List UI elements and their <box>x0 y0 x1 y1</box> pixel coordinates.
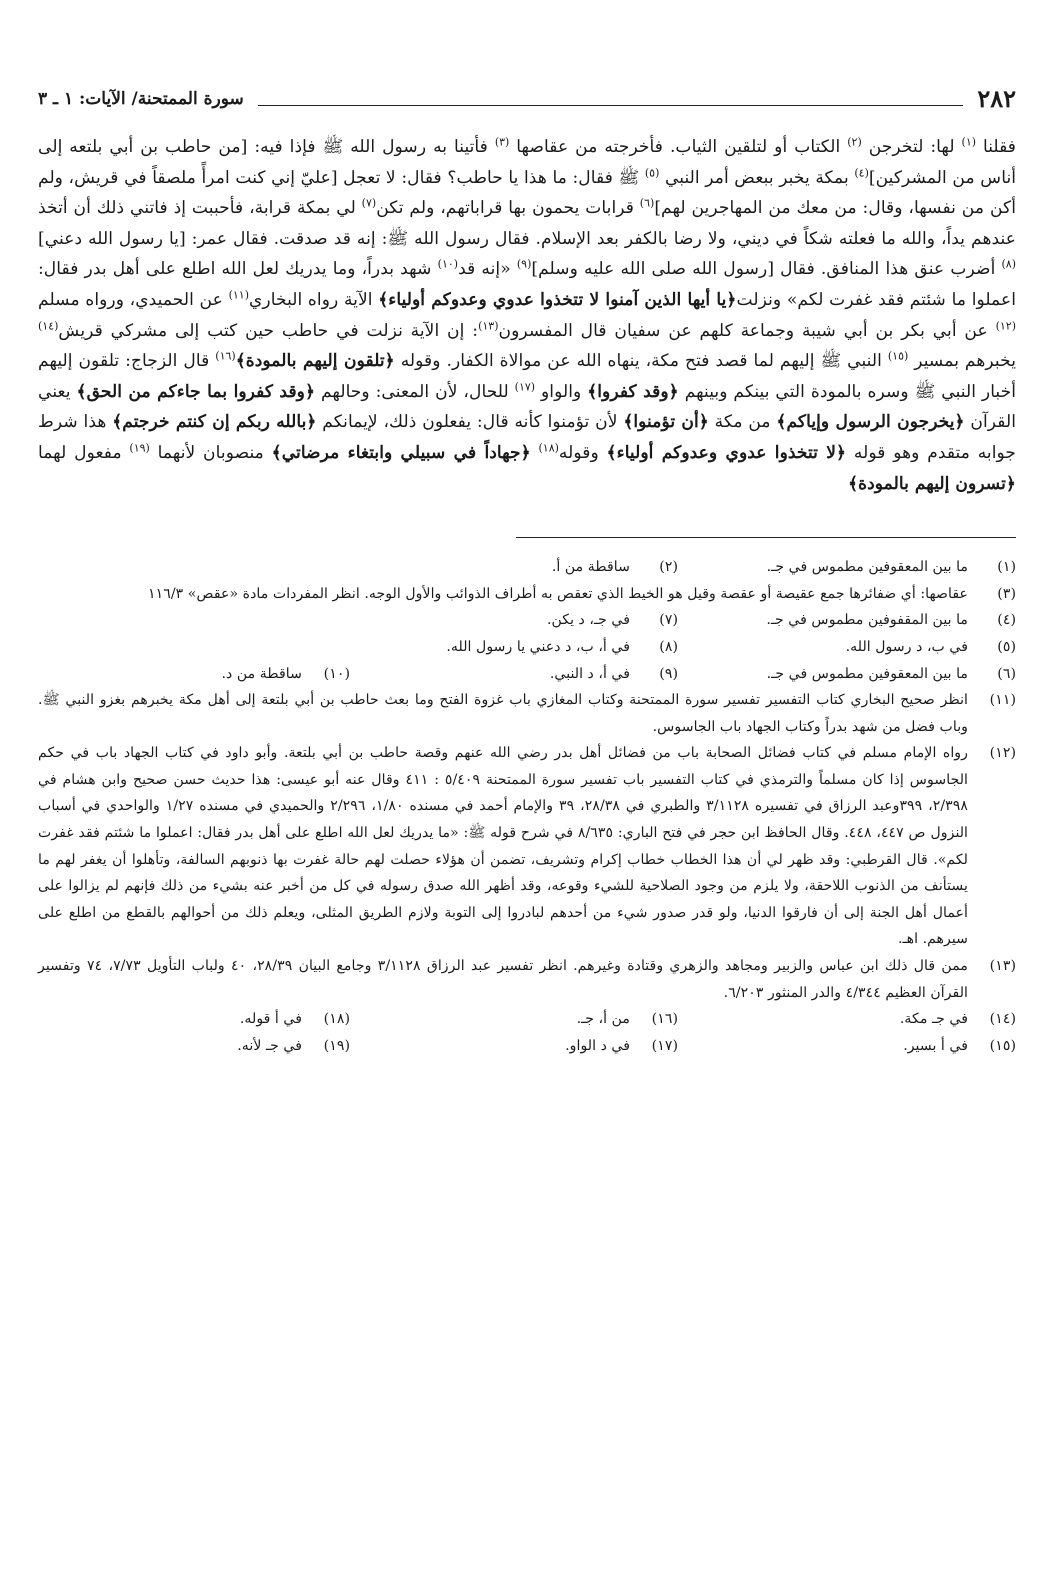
footnote <box>678 661 1016 688</box>
footnote-text: في أ، ب، د دعني يا رسول الله. <box>446 638 630 655</box>
footnote <box>678 1033 1016 1060</box>
footnote-number: (١) <box>997 559 1016 576</box>
footnote-text: في أ بسير. <box>903 1037 968 1054</box>
footnote-text: ساقطة من د. <box>221 665 302 682</box>
footnote-number: (١٨) <box>323 1011 350 1028</box>
footnote-text: ممن قال ذلك ابن عباس والزبير ومجاهد والزهري وقتادة وغيرهم. انظر تفسير عبد الرزاق ٣/١١٢٨ وجامع البيان ٢٨/٣٩، ٤٠ ولباب التأويل ٧/٧٣، ٧٤ وتفسير القرآن العظيم ٤/٣٤٤ والدر المنثور ٦/٢٠٣. <box>38 958 968 1001</box>
footnote-number: (١٧) <box>651 1037 678 1054</box>
footnote-row <box>38 634 1016 661</box>
main-paragraph: فقلنا $^{(١)}$ لها: لتخرجن $^{(٢)}$ الكتاب أو لتلقين الثياب. فأخرجته من عقاصها $^{(٣)}$ فأتينا به رسول الله ﷺ فإذا فيه: [من حاطب بن أبي بلتعه إلى أناس من المشركين]$^{(٤)}$ بمكة يخبر ببعض أمر النبي $^{(٥)}$ ﷺ فقال: ما هذا يا حاطب؟ فقال: لا تعجل [عليّ إني كنت امرأً ملصقاً في قريش، ولم أكن من نفسها، وقال: من معك من المهاجرين لهم]$^{(٦)}$ قرابات يحمون بها قراباتهم، ولم تكن$^{(٧)}$ لي بمكة قرابة، فأحببت إذ فاتني ذلك أن أتخذ عندهم يداً، والله ما فعلته شكاً في ديني، ولا رضا بالكفر بعد الإسلام. فقال رسول الله ﷺ: إنه قد صدقت. فقال عمر: [يا رسول الله دعني]$^{(٨)}$ أضرب عنق هذا المنافق. فقال [رسول الله صلى الله عليه وسلم]$^{(٩)}$ «إنه قد$^{(١٠)}$ شهد بدراً، وما يدريك لعل الله اطلع على أهل بدر فقال: اعملوا ما شئتم فقد غفرت لكم» ونزلت﴿يا أيها الذين آمنوا لا تتخذوا عدوي وعدوكم أولياء﴾ الآية رواه البخاري$^{(١١)}$ عن الحميدي، ورواه مسلم $^{(١٢)}$ عن أبي بكر بن أبي شيبة وجماعة كلهم عن سفيان قال المفسرون$^{(١٣)}$: إن الآية نزلت في حاطب حين كتب إلى مشركي قريش$^{(١٤)}$ يخبرهم بمسير $^{(١٥)}$ النبي ﷺ إليهم لما قصد فتح مكة، ينهاه الله عن موالاة الكفار. وقوله ﴿تلقون إليهم بالمودة﴾$^{(١٦)}$ قال الزجاج: تلقون إليهم أخبار النبي ﷺ وسره بالمودة التي بينكم وبينهم ﴿وقد كفروا﴾ والواو $^{(١٧)}$ للحال، لأن المعنى: وحالهم ﴿وقد كفروا بما جاءكم من الحق﴾ يعني القرآن ﴿يخرجون الرسول وإياكم﴾ من مكة ﴿أن تؤمنوا﴾ لأن تؤمنوا كأنه قال: يفعلون ذلك، لإيمانكم ﴿بالله ربكم إن كنتم خرجتم﴾ هذا شرط جوابه متقدم وهو قوله ﴿لا تتخذوا عدوي وعدوكم أولياء﴾ وقوله$^{(١٨)}$ ﴿جهاداً في سبيلي وابتغاء مرضاتي﴾ منصوبان لأنهما $^{(١٩)}$ مفعول لهما ﴿تسرون إليهم بالمودة﴾ <box>38 135 1017 494</box>
footnote-text: ما بين المعقوفين مطموس في جـ. <box>766 559 968 576</box>
footnote-text: في د الواو. <box>565 1037 630 1054</box>
footnote <box>678 634 1016 661</box>
footnote-text: من أ، جـ. <box>576 1011 630 1028</box>
footnote <box>678 1006 1016 1033</box>
footnote-text: عقاصها: أي ضفائرها جمع عقيصة أو عقصة وقيل هو الخيط الذي تعقص به أطراف الذوائب والأول الوجه. انظر المفردات مادة «عقص» ١١٦/٣ <box>148 585 968 602</box>
footnote <box>350 634 678 661</box>
footnote-ref: (٣) <box>494 135 510 149</box>
footnote-number: (١٦) <box>651 1011 678 1028</box>
page-number: ٢٨٢ <box>977 84 1016 113</box>
quran-verse: ﴿يخرجون الرسول وإياكم﴾ <box>776 412 965 433</box>
running-title: سورة الممتحنة/ الآيات: ١ ـ ٣ <box>38 89 244 109</box>
footnote-number: (٨) <box>659 638 678 655</box>
footnote <box>350 554 678 581</box>
footnote-number: (٤) <box>997 612 1016 629</box>
footnote-text: في أ قوله. <box>239 1011 302 1028</box>
footnote-row <box>38 661 1016 688</box>
footnote-number: (١٢) <box>989 745 1016 762</box>
footnote <box>350 607 678 634</box>
footnote-ref: (٦) <box>639 196 655 210</box>
footnote-ref: (١٦) <box>215 349 236 363</box>
footnote-text: ما بين المعقوفين مطموس في جـ. <box>766 665 968 682</box>
footnote-text: ساقطة من أ. <box>551 559 630 576</box>
footnote-number: (١١) <box>989 692 1016 709</box>
footnote-number: (٢) <box>659 559 678 576</box>
footnote <box>678 554 1016 581</box>
footnote-number: (٧) <box>659 612 678 629</box>
footnote <box>38 953 1016 1006</box>
footnote-ref: (١٩) <box>129 441 150 455</box>
header-rule <box>258 105 964 106</box>
footnote-text: ما بين المقفوفين مطموس في جـ. <box>766 612 968 629</box>
footnote-separator <box>516 537 1016 538</box>
footnote-ref: (١٣) <box>478 318 499 332</box>
footnote-row <box>38 1033 1016 1060</box>
footnote-row <box>38 1006 1016 1033</box>
footnote <box>38 687 1016 740</box>
quran-verse: ﴿بالله ربكم إن كنتم خرجتم﴾ <box>112 412 317 433</box>
footnote-text: انظر صحيح البخاري كتاب التفسير تفسير سورة الممتحنة وكتاب المغازي باب غزوة الفتح وما بعث حاطب بن أبي بلتعة إلى أهل مكة يخبرهم بغزو النبي ﷺ. وباب فضل من شهد بدراً وكتاب الجهاد باب الجاسوس. <box>38 692 968 735</box>
footnote-ref: (١٧) <box>514 380 536 394</box>
footnote-text: رواه الإمام مسلم في كتاب فضائل الصحابة باب من فضائل أهل بدر رضي الله عنهم وقصة حاطب بن أبي بلتعة. وأبو داود في كتاب الجهاد باب في حكم الجاسوس إذا كان مسلماً والترمذي في كتاب التفسير باب تفسير سورة الممتحنة ٥/٤٠٩ : ٤١١ وقال عنه أبو عيسى: هذا حديث حسن صحيح وابن هشام في ٢/٣٩٨، ٣٩٩وعبد الرزاق في تفسيره ٣/١١٢٨ والطبري في ٢٨/٣٨، ٣٩ والإمام أحمد في مسنده ١/٨٠، ٢/٢٩٦ والحميدي في مسنده ١/٢٧ والواحدي في أسباب النزول ص ٤٤٧، ٤٤٨. وقال الحافظ ابن حجر في فتح الباري: ٨/٦٣٥ في شرح قوله ﷺ: «ما يدريك لعل الله اطلع على أهل بدر فقال: اعملوا ما شئتم فقد غفرت لكم». قال القرطبي: وقد ظهر لي أن هذا الخطاب خطاب إكرام وتشريف، تضمن أن هؤلاء حصلت لهم حالة غفرت بها ذنوبهم السالفة، وتأهلوا أن يغفر لهم ما يستأنف من الذنوب اللاحقة، ولا يلزم من وجود الصلاحية للشيء وقوعه، وقد أظهر الله صدق رسوله في كل من أخبر عنه بشيء من ذلك فإنهم لم يزالوا على أعمال أهل الجنة إلى أن فارقوا الدنيا، ولو قدر صدور شيء من أحدهم لبادروا إلى التوبة ولازم الطريق المثلى، ويعلم ذلك من أحوالهم بالقطع من اطلع على سيرهم. اهـ. <box>38 745 969 948</box>
footnote-text: في ب، د رسول الله. <box>845 638 968 655</box>
quran-verse: ﴿وقد كفروا﴾ <box>587 381 679 402</box>
footnote-ref: (٧) <box>361 196 377 210</box>
quran-verse: ﴿جهاداً في سبيلي وابتغاء مرضاتي﴾ <box>271 442 531 463</box>
footnote-number: (١٥) <box>989 1037 1016 1054</box>
quran-verse: ﴿تلقون إليهم بالمودة﴾ <box>235 351 395 372</box>
footnote <box>38 1033 350 1060</box>
footnote-number: (٥) <box>997 638 1016 655</box>
footnote <box>350 661 678 688</box>
footnote <box>678 607 1016 634</box>
quran-verse: ﴿يا أيها الذين آمنوا لا تتخذوا عدوي وعدوكم أولياء﴾ <box>378 289 737 310</box>
footnote-number: (٩) <box>659 665 678 682</box>
footnote-number: (١٣) <box>989 958 1016 975</box>
footnote-ref: (١٠) <box>437 257 459 271</box>
quran-verse: ﴿تسرون إليهم بالمودة﴾ <box>848 473 1016 494</box>
quran-verse: ﴿وقد كفروا بما جاءكم من الحق﴾ <box>76 381 316 402</box>
footnote-number: (٦) <box>997 665 1016 682</box>
footnote-ref: (١٢) <box>995 318 1016 332</box>
footnote-ref: (١) <box>961 135 977 149</box>
footnote-ref: (١٥) <box>887 349 909 363</box>
footnote-number: (١٠) <box>323 665 350 682</box>
footnotes <box>38 554 1016 1059</box>
footnote-ref: (١٨) <box>538 441 559 455</box>
footnote-row <box>38 607 1016 634</box>
footnote-text: في جـ مكة. <box>899 1011 968 1028</box>
footnote <box>38 1006 350 1033</box>
footnote-number: (١٩) <box>323 1037 350 1054</box>
footnote <box>38 581 1016 608</box>
footnote-ref: (٩) <box>516 257 532 271</box>
footnote <box>350 1006 678 1033</box>
footnote-text: في أ، د النبي. <box>549 665 630 682</box>
footnote-ref: (١١) <box>228 288 249 302</box>
footnote <box>38 740 1016 953</box>
footnote-ref: (٥) <box>644 165 660 179</box>
quran-verse: ﴿أن تؤمنوا﴾ <box>623 412 709 433</box>
footnote <box>350 1033 678 1060</box>
footnote-ref: (١٤) <box>38 318 59 332</box>
book-page <box>38 72 1016 1059</box>
footnote-text: في جـ، د يكن. <box>546 612 630 629</box>
footnote-number: (١٤) <box>989 1011 1016 1028</box>
footnote-ref: (٤) <box>854 165 869 179</box>
footnote-text: في جـ لأنه. <box>237 1037 302 1054</box>
main-text <box>38 132 1016 499</box>
page-header <box>38 72 1016 112</box>
footnote-ref: (٢) <box>847 135 862 149</box>
footnote-ref: (٨) <box>1001 257 1016 271</box>
footnote <box>38 661 350 688</box>
quran-verse: ﴿لا تتخذوا عدوي وعدوكم أولياء﴾ <box>606 442 847 463</box>
footnote-number: (٣) <box>997 585 1016 602</box>
footnote-row <box>38 554 1016 581</box>
